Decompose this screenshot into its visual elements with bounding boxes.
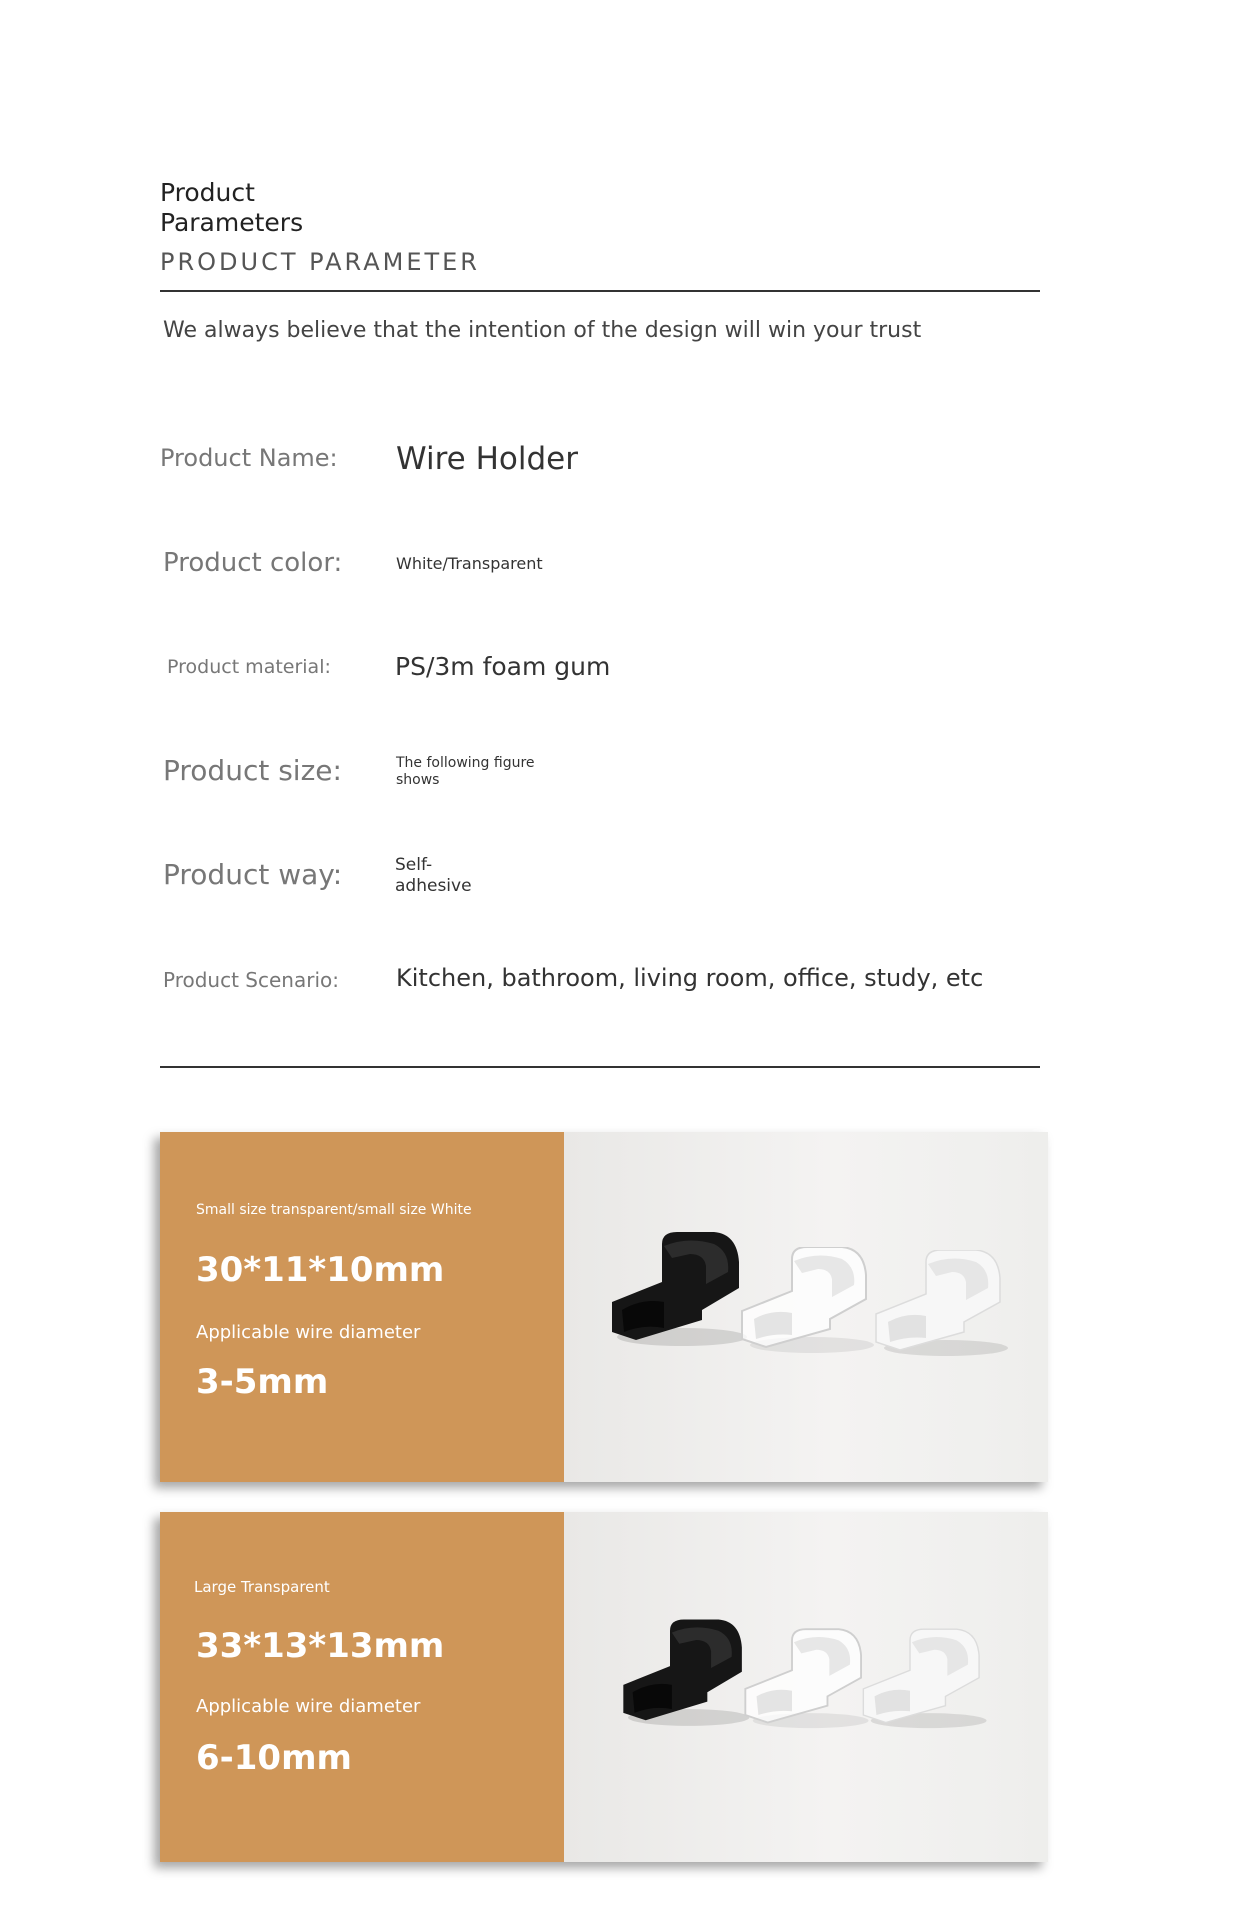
black-clip-icon — [602, 1232, 752, 1352]
param-value-material: PS/3m foam gum — [395, 652, 611, 681]
top-divider — [160, 290, 1040, 292]
param-value-size — [396, 755, 535, 789]
param-value-way — [395, 855, 472, 897]
param-label-color: Product color: — [163, 548, 343, 578]
param-label-scenario: Product Scenario: — [163, 968, 339, 992]
size-card-subtitle: Small size transparent/small size White — [196, 1202, 472, 1218]
size-card-diameter: 6-10mm — [196, 1738, 352, 1778]
param-value-color: White/Transparent — [396, 554, 543, 573]
size-card-info — [160, 1512, 564, 1862]
size-card-applicable: Applicable wire diameter — [196, 1696, 421, 1717]
param-value-size-line2: shows — [396, 772, 440, 788]
param-label-material: Product material: — [167, 656, 331, 678]
size-card-info — [160, 1132, 564, 1482]
size-card-applicable: Applicable wire diameter — [196, 1322, 421, 1343]
product-photo — [564, 1512, 1048, 1862]
white-clip-icon — [854, 1628, 994, 1733]
size-card-diameter: 3-5mm — [196, 1362, 329, 1402]
param-value-name: Wire Holder — [396, 441, 578, 477]
param-value-way-line1: Self- — [395, 855, 433, 875]
param-label-way: Product way: — [163, 858, 343, 891]
page-title — [160, 178, 303, 238]
param-value-size-line1: The following figure — [396, 755, 535, 771]
param-value-scenario: Kitchen, bathroom, living room, office, study, etc — [396, 964, 984, 992]
param-label-name: Product Name: — [160, 444, 338, 472]
size-card-small — [160, 1132, 1048, 1482]
size-card-dimensions: 33*13*13mm — [196, 1626, 445, 1666]
size-card-subtitle: Large Transparent — [194, 1578, 330, 1596]
bottom-divider — [160, 1066, 1040, 1068]
black-clip-icon — [614, 1618, 754, 1733]
tagline: We always believe that the intention of the design will win your trust — [163, 318, 922, 343]
size-card-dimensions: 30*11*10mm — [196, 1250, 445, 1290]
title-line-1: Product — [160, 178, 255, 207]
product-photo — [564, 1132, 1048, 1482]
title-line-2: Parameters — [160, 208, 304, 237]
size-card-large — [160, 1512, 1048, 1862]
param-label-size: Product size: — [163, 754, 342, 787]
param-value-way-line2: adhesive — [395, 876, 472, 896]
transparent-clip-icon — [732, 1247, 882, 1357]
white-clip-icon — [866, 1250, 1016, 1360]
title-english: PRODUCT PARAMETER — [160, 248, 480, 276]
